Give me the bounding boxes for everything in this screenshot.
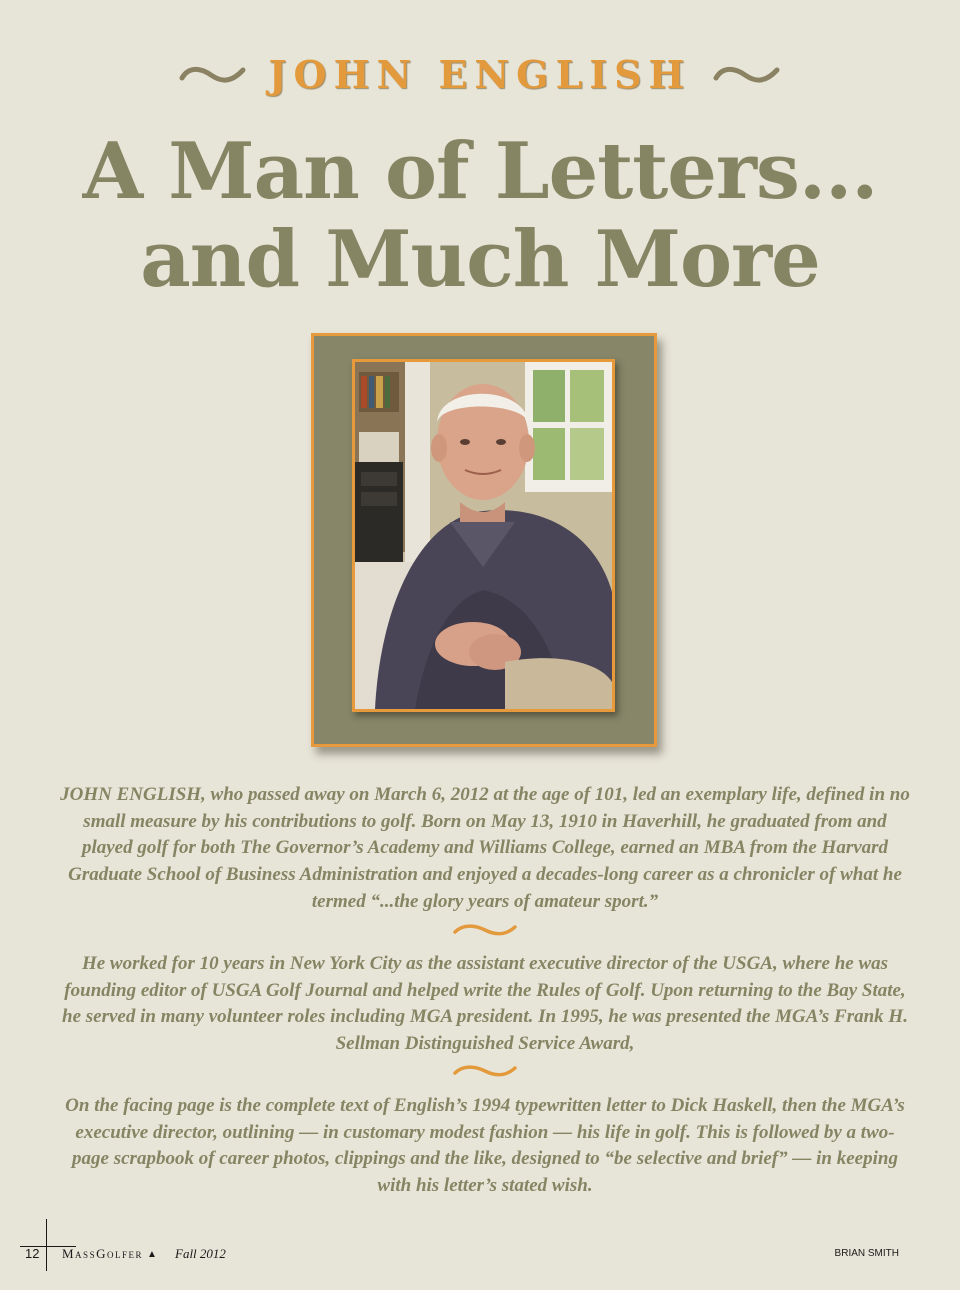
intro-paragraph: JOHN ENGLISH, who passed away on March 6, 2012 at the age of 101, led an exemplary life, defined in no small measure by his contributions to golf. Born on May 13, 1910 in Haverhill, he graduated from and played golf for both The Governor’s Academy and Williams College, earned an MBA from the Harvard Graduate School of Business Administration and enjoyed a decades-long career as a chronicler of what he termed “...the glory years of amateur sport.” bbox=[60, 784, 910, 912]
crop-mark-vertical bbox=[46, 1219, 47, 1271]
swash-divider-icon bbox=[451, 1063, 519, 1079]
page-number: 12 bbox=[25, 1246, 40, 1261]
swash-divider-icon bbox=[451, 922, 519, 938]
swash-right-icon bbox=[713, 64, 781, 86]
photo-mat bbox=[311, 333, 657, 747]
headline-line-1: A Man of Letters... bbox=[82, 126, 878, 217]
portrait-photo bbox=[352, 359, 615, 712]
separator-icon: ▲ bbox=[146, 1249, 159, 1260]
magazine-title: MassGolfer bbox=[62, 1246, 143, 1261]
swash-left-icon bbox=[179, 64, 247, 86]
headline-line-2: and Much More bbox=[140, 214, 820, 305]
facing-page-paragraph: On the facing page is the complete text of English’s 1994 typewritten letter to Dick Haskell, then the MGA’s executive director, outlining — in customary modest fashion — his life in golf. This is followed by a two-page scrapbook of career photos, clippings and the like, designed to “be selective and brief” — in keeping with his letter’s stated wish. bbox=[65, 1095, 905, 1197]
headline bbox=[0, 128, 960, 304]
photo-credit: BRIAN SMITH bbox=[834, 1248, 899, 1259]
magazine-name bbox=[62, 1246, 162, 1262]
kicker-title: JOHN ENGLISH bbox=[268, 52, 692, 97]
career-paragraph: He worked for 10 years in New York City as the assistant executive director of the USGA, where he was founding editor of USGA Golf Journal and helped write the Rules of Golf. Upon returning to the Bay State, he served in many volunteer roles including MGA president. In 1995, he was presented the MGA’s Frank H. Sellman Distinguished Service Award, bbox=[62, 953, 908, 1055]
issue-date: Fall 2012 bbox=[175, 1246, 226, 1261]
kicker bbox=[0, 52, 960, 100]
